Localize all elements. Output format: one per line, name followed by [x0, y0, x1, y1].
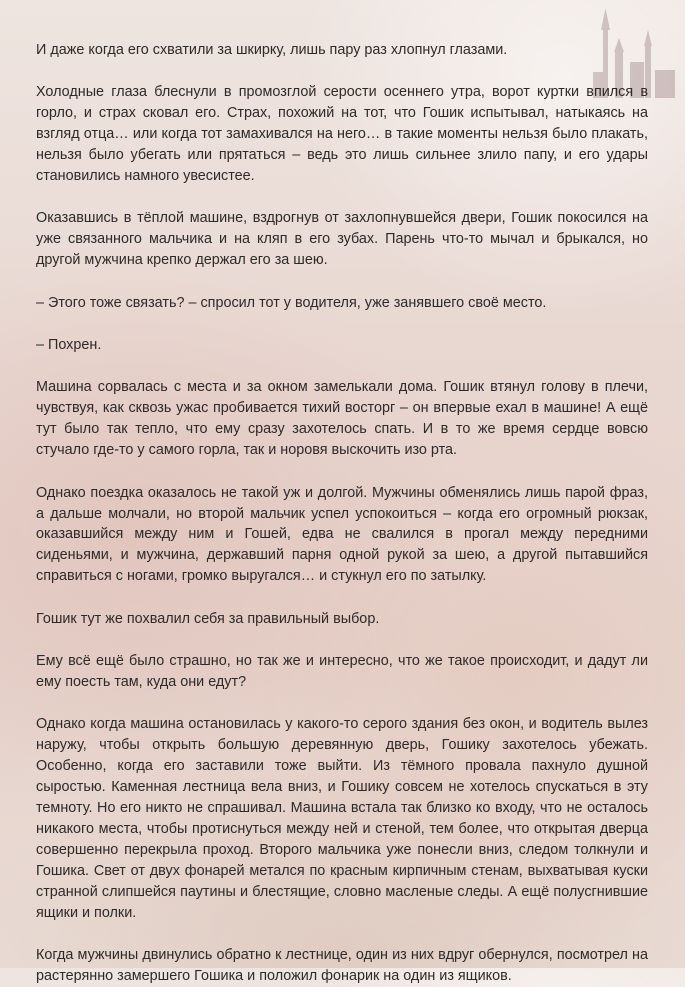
paragraph: Машина сорвалась с места и за окном замелькали дома. Гошик втянул голову в плечи, чувствуя, как сквозь ужас пробивается тихий восторг – он впервые ехал в машине! А ещё тут было так тепло, что ему сразу захотелось спать. И в то же время сердце вовсю стучало где-то у самого горла, так и норовя выскочить изо рта. [36, 379, 648, 459]
paragraph: Ему всё ещё было страшно, но так же и интересно, что же такое происходит, и дадут ли ему поесть там, куда они едут? [36, 653, 648, 690]
paragraph: Оказавшись в тёплой машине, вздрогнув от захлопнувшейся двери, Гошик покосился на уже связанного мальчика и на кляп в его зубах. Парень что-то мычал и брыкался, но другой мужчина крепко держал его за шею. [36, 210, 648, 269]
paragraph: – Этого тоже связать? – спросил тот у водителя, уже занявшего своё место. [36, 294, 547, 311]
paragraph: Гошик тут же похвалил себя за правильный выбор. [36, 610, 380, 627]
paragraph: Однако когда машина остановилась у какого-то серого здания без окон, и водитель вылез наружу, чтобы открыть большую деревянную дверь, Гошику захотелось убежать. Особенно, когда его заставили тоже выйти. Из тёмного провала пахнуло душной сыростью. Каменная лестница вела вниз, и Гошику совсем не хотелось спускаться в эту темноту. Но его никто не спрашивал. Машина встала так близко ко входу, что не осталось никакого места, чтобы протиснуться между ней и стеной, тем более, что открытая дверца совершенно перекрыла проход. Второго мальчика уже понесли вниз, следом толкнули и Гошика. Свет от двух фонарей метался по красным кирпичным стенам, выхватывая куски странной слипшейся паутины и блестящие, словно масленые следы. А ещё полусгнившие ящики и полки. [36, 716, 648, 921]
paragraph: И даже когда его схватили за шкирку, лишь пару раз хлопнул глазами. [36, 42, 508, 58]
paragraph: – Похрен. [36, 337, 102, 354]
document-page [36, 40, 648, 987]
paragraph: Когда мужчины двинулись обратно к лестнице, один из них вдруг обернулся, посмотрел на растерянно замершего Гошика и положил фонарик на один из ящиков. [36, 946, 648, 984]
paragraph: Холодные глаза блеснули в промозглой серости осеннего утра, ворот куртки впился в горло, и страх сковал его. Страх, похожий на тот, что Гошик испытывал, натыкаясь на взгляд отца… или когда тот замахивался на него… в такие моменты нельзя было плакать, нельзя было убегать или прятаться – ведь это лишь сильнее злило папу, и его удары становились намного увесистее. [36, 84, 648, 185]
paragraph: Однако поездка оказалось не такой уж и долгой. Мужчины обменялись лишь парой фраз, а дальше молчали, но второй мальчик успел успокоиться – когда его огромный рюкзак, оказавшийся между ним и Гошей, едва не свалился в прогал между передними сиденьями, и мужчина, державший парня одной рукой за шею, а другой пытавшийся справиться с ногами, громко выругался… и стукнул его по затылку. [36, 484, 648, 585]
